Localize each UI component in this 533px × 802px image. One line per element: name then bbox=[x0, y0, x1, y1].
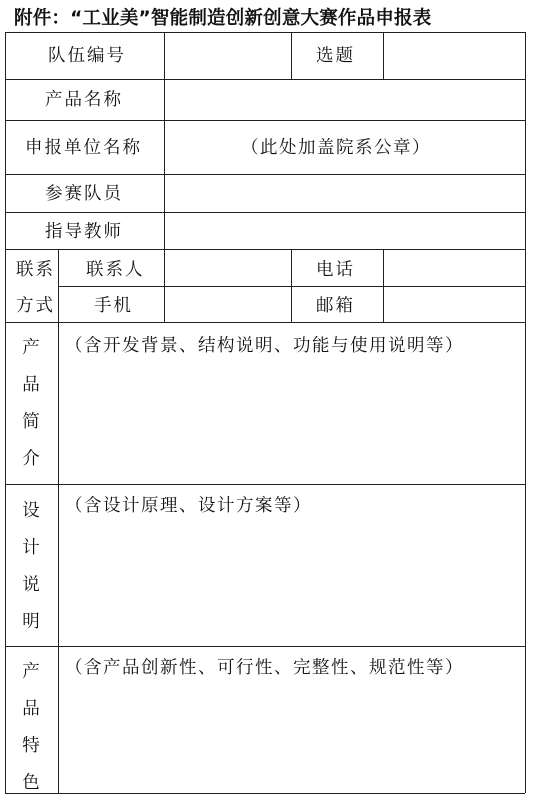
table-rule bbox=[291, 249, 292, 322]
advisor-field[interactable] bbox=[165, 213, 524, 249]
product-intro-field[interactable] bbox=[59, 323, 524, 484]
product-features-field[interactable] bbox=[59, 647, 524, 793]
topic-label: 选题 bbox=[316, 46, 355, 66]
form-title-text: 附件：“工业美”智能制造创新创意大赛作品申报表 bbox=[14, 8, 432, 29]
unit-seal-hint: （此处加盖院系公章） bbox=[241, 138, 431, 158]
table-rule bbox=[5, 32, 6, 793]
product-features-label: 产 品 特 色 bbox=[22, 662, 40, 793]
email-field[interactable] bbox=[384, 287, 524, 322]
table-rule bbox=[5, 120, 525, 121]
unit-name-label: 申报单位名称 bbox=[25, 138, 142, 158]
product-intro-hint: （含开发背景、结构说明、功能与使用说明等） bbox=[65, 336, 464, 356]
phone-field[interactable] bbox=[384, 250, 524, 286]
application-form-table bbox=[5, 32, 525, 793]
email-label: 邮箱 bbox=[316, 296, 355, 316]
contact-method-label-line2: 方式 bbox=[16, 296, 55, 316]
team-number-label: 队伍编号 bbox=[48, 46, 126, 66]
product-features-hint: （含产品创新性、可行性、完整性、规范性等） bbox=[65, 658, 464, 678]
contact-person-label: 联系人 bbox=[86, 260, 145, 280]
advisor-label: 指导教师 bbox=[45, 222, 123, 242]
mobile-field[interactable] bbox=[165, 287, 290, 322]
design-description-field[interactable] bbox=[59, 485, 524, 646]
mobile-label: 手机 bbox=[94, 296, 133, 316]
form-title bbox=[0, 4, 533, 30]
members-label: 参赛队员 bbox=[45, 184, 123, 204]
table-rule bbox=[525, 32, 526, 793]
topic-field[interactable] bbox=[384, 33, 524, 79]
table-rule bbox=[291, 32, 292, 79]
product-intro-label: 产 品 简 介 bbox=[22, 338, 40, 469]
contact-method-label-line1: 联系 bbox=[16, 260, 55, 280]
table-rule bbox=[5, 793, 525, 794]
team-number-field[interactable] bbox=[165, 33, 290, 79]
phone-label: 电话 bbox=[316, 260, 355, 280]
product-name-field[interactable] bbox=[165, 80, 524, 120]
product-name-label: 产品名称 bbox=[45, 90, 123, 110]
design-description-label: 设 计 说 明 bbox=[22, 501, 40, 632]
design-description-hint: （含设计原理、设计方案等） bbox=[65, 496, 312, 516]
members-field[interactable] bbox=[165, 175, 524, 212]
contact-person-field[interactable] bbox=[165, 250, 290, 286]
